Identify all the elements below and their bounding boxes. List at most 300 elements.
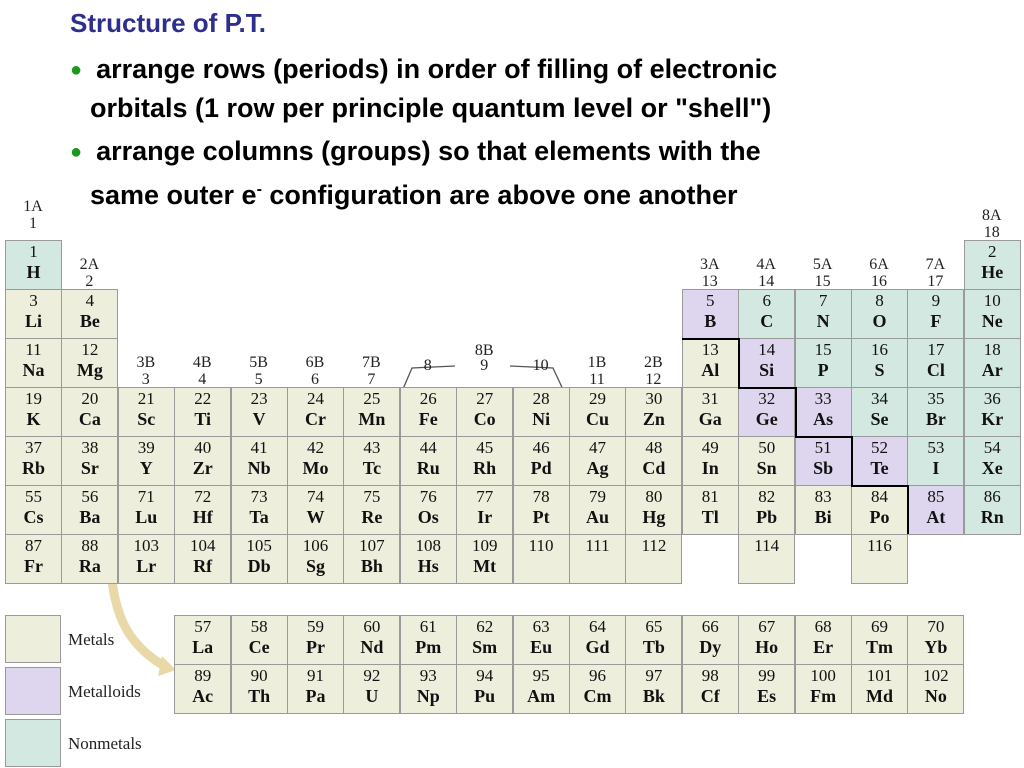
atomic-number: 107 [359, 536, 385, 555]
element-cell [61, 534, 118, 584]
element-cell [964, 387, 1021, 437]
element-cell [569, 387, 626, 437]
bullet-1-line1: arrange rows (periods) in order of filling of electronic [96, 54, 778, 84]
element-symbol: Cf [700, 686, 720, 706]
element-cell [738, 436, 795, 486]
atomic-number: 18 [983, 340, 1001, 359]
element-symbol: Li [24, 311, 42, 331]
element-symbol: Eu [530, 637, 553, 657]
atomic-number: 35 [927, 389, 945, 408]
element-symbol: Sc [137, 409, 156, 429]
element-cell [795, 338, 852, 388]
legend-label: Nonmetals [68, 734, 142, 753]
element-cell [682, 615, 739, 665]
element-cell [400, 615, 457, 665]
element-symbol: Bk [642, 686, 665, 706]
atomic-number: 16 [871, 340, 888, 359]
element-cell [795, 664, 852, 714]
atomic-number: 36 [983, 389, 1001, 408]
element-symbol: Rf [193, 556, 213, 576]
element-symbol: Pu [474, 686, 496, 706]
element-symbol: Sr [80, 458, 99, 478]
element-cell [682, 289, 739, 339]
element-symbol: Na [22, 360, 45, 380]
group-label-old: 2A [79, 256, 100, 273]
element-cell [682, 338, 739, 388]
element-cell [682, 436, 739, 486]
element-cell [625, 485, 682, 535]
atomic-number: 87 [25, 536, 42, 555]
atomic-number: 76 [419, 487, 437, 506]
element-cell [231, 615, 288, 665]
element-symbol: Ir [477, 507, 493, 527]
atomic-number: 60 [363, 617, 381, 636]
element-symbol: Zn [642, 409, 665, 429]
atomic-number: 59 [307, 617, 324, 636]
element-symbol: Hf [192, 507, 213, 527]
atomic-number: 41 [250, 438, 268, 457]
group-label [231, 354, 287, 388]
element-symbol: Pm [415, 637, 442, 657]
element-symbol: S [874, 360, 885, 380]
bullet-2-line2-b: configuration are above one another [261, 180, 738, 210]
atomic-number: 103 [133, 536, 160, 555]
element-cell [795, 289, 852, 339]
element-cell [61, 485, 118, 535]
atomic-number: 11 [25, 340, 42, 359]
element-symbol: Md [866, 686, 893, 706]
atomic-number: 90 [250, 666, 268, 685]
element-symbol: Dy [699, 637, 722, 657]
element-symbol: Ru [416, 458, 440, 478]
group-label-old: 3B [136, 354, 156, 371]
bullet-dot-icon: ● [70, 141, 83, 163]
element-cell [5, 338, 62, 388]
element-cell [851, 664, 908, 714]
atomic-number: 33 [814, 389, 832, 408]
element-symbol: Nd [360, 637, 384, 657]
atomic-number: 10 [983, 291, 1001, 310]
element-symbol: Ho [755, 637, 779, 657]
element-cell [682, 664, 739, 714]
element-cell [5, 534, 62, 584]
element-cell [343, 485, 400, 535]
element-symbol: Rh [473, 458, 497, 478]
element-cell [569, 485, 626, 535]
element-symbol: Ac [192, 686, 214, 706]
element-symbol: Ca [78, 409, 101, 429]
group-label-new: 9 [480, 357, 489, 374]
element-symbol: C [760, 311, 774, 331]
group-label-new: 4 [198, 371, 207, 388]
atomic-number: 78 [532, 487, 550, 506]
element-symbol: Zr [192, 458, 213, 478]
atomic-number: 71 [137, 487, 155, 506]
atomic-number: 65 [645, 617, 663, 636]
element-cell [61, 436, 118, 486]
element-symbol: Ga [698, 409, 722, 429]
group-label-old: 8A [982, 207, 1002, 224]
element-cell [795, 387, 852, 437]
element-symbol: Bi [814, 507, 832, 527]
element-cell [625, 436, 682, 486]
element-cell [513, 485, 570, 535]
metal-nonmetal-divider [682, 338, 738, 340]
group-label-old: 4B [192, 354, 212, 371]
element-symbol: Np [416, 686, 440, 706]
element-symbol: Gd [585, 637, 610, 657]
element-cell [738, 534, 795, 584]
group-label [400, 357, 456, 374]
atomic-number: 34 [871, 389, 888, 408]
element-symbol: He [981, 262, 1004, 282]
element-cell [738, 289, 795, 339]
element-cell [513, 664, 570, 714]
atomic-number: 116 [867, 536, 892, 555]
group-label-new: 1 [29, 215, 37, 232]
legend-label: Metals [68, 630, 115, 649]
element-cell [174, 615, 231, 665]
metal-nonmetal-divider [795, 436, 851, 438]
atomic-number: 97 [645, 666, 663, 685]
group-label-old: 4A [756, 256, 776, 273]
atomic-number: 111 [585, 536, 610, 555]
element-symbol: Tb [642, 637, 665, 657]
atomic-number: 43 [363, 438, 381, 457]
atomic-number: 53 [927, 438, 945, 457]
element-symbol: La [192, 637, 214, 657]
element-cell [456, 534, 513, 584]
element-cell [569, 534, 626, 584]
atomic-number: 37 [25, 438, 42, 457]
group-label-new: 11 [589, 371, 605, 388]
element-cell [61, 338, 118, 388]
atomic-number: 56 [81, 487, 99, 506]
element-cell [964, 485, 1021, 535]
element-symbol: W [306, 507, 325, 527]
element-symbol: Cs [23, 507, 44, 527]
atomic-number: 112 [641, 536, 667, 555]
atomic-number: 22 [194, 389, 212, 408]
element-cell [907, 289, 964, 339]
element-symbol: Tl [701, 507, 719, 527]
atomic-number: 49 [701, 438, 719, 457]
legend-swatch [5, 615, 61, 663]
metal-nonmetal-divider [851, 436, 853, 485]
element-cell [738, 615, 795, 665]
element-symbol: H [26, 262, 41, 282]
atomic-number: 106 [302, 536, 329, 555]
atomic-number: 86 [983, 487, 1001, 506]
element-cell [400, 485, 457, 535]
atomic-number: 26 [419, 389, 437, 408]
element-cell [118, 534, 175, 584]
element-symbol: F [930, 311, 942, 331]
group-label-old: 1B [587, 354, 607, 371]
atomic-number: 109 [471, 536, 498, 555]
element-symbol: Mo [302, 458, 329, 478]
atomic-number: 75 [363, 487, 381, 506]
element-symbol: Au [585, 507, 609, 527]
element-cell [343, 436, 400, 486]
group-label [343, 354, 399, 388]
atomic-number: 58 [250, 617, 268, 636]
atomic-number: 14 [758, 340, 776, 359]
atomic-number: 31 [701, 389, 719, 408]
atomic-number: 27 [476, 389, 494, 408]
element-cell [61, 387, 118, 437]
atomic-number: 64 [589, 617, 606, 636]
atomic-number: 19 [25, 389, 42, 408]
atomic-number: 95 [532, 666, 550, 685]
atomic-number: 29 [589, 389, 606, 408]
element-symbol: Er [813, 637, 834, 657]
element-cell [682, 387, 739, 437]
atomic-number: 61 [419, 617, 437, 636]
element-cell [231, 387, 288, 437]
element-cell [682, 485, 739, 535]
bullet-2-line1: arrange columns (groups) so that elements with the [96, 136, 761, 166]
bullet-dot-icon: ● [70, 59, 83, 81]
element-cell [400, 436, 457, 486]
atomic-number: 74 [307, 487, 324, 506]
slide-title: Structure of P.T. [70, 8, 267, 38]
element-cell [174, 485, 231, 535]
element-symbol: Yb [924, 637, 948, 657]
element-symbol: Cr [305, 409, 326, 429]
element-cell [851, 615, 908, 665]
element-cell [738, 485, 795, 535]
element-cell [851, 436, 908, 486]
element-cell [625, 615, 682, 665]
atomic-number: 7 [818, 291, 828, 310]
element-cell [964, 338, 1021, 388]
atomic-number: 50 [758, 438, 776, 457]
element-cell [400, 387, 457, 437]
element-cell [174, 436, 231, 486]
group-label-new: 3 [141, 371, 150, 388]
element-cell [5, 289, 62, 339]
element-symbol: Ag [586, 458, 609, 478]
atomic-number: 94 [476, 666, 494, 685]
atomic-number: 88 [81, 536, 99, 555]
element-cell [456, 485, 513, 535]
atomic-number: 55 [25, 487, 42, 506]
element-cell [231, 436, 288, 486]
element-cell [343, 615, 400, 665]
element-cell [456, 664, 513, 714]
element-symbol: Co [473, 409, 496, 429]
element-symbol: Ce [248, 637, 270, 657]
group-label-new: 2 [85, 273, 94, 290]
element-cell [400, 664, 457, 714]
atomic-number: 25 [363, 389, 381, 408]
atomic-number: 70 [927, 617, 945, 636]
atomic-number: 99 [758, 666, 776, 685]
atomic-number: 73 [250, 487, 268, 506]
element-symbol: Fr [24, 556, 43, 576]
element-symbol: Hs [417, 556, 439, 576]
element-cell [456, 387, 513, 437]
element-symbol: Tm [866, 637, 893, 657]
element-symbol: Ar [981, 360, 1003, 380]
element-symbol: U [365, 686, 379, 706]
element-symbol: Ne [981, 311, 1003, 331]
group-label [795, 256, 851, 290]
atomic-number: 104 [189, 536, 216, 555]
element-symbol: Sn [756, 458, 777, 478]
group-label [738, 256, 794, 290]
atomic-number: 12 [81, 340, 99, 359]
atomic-number: 46 [532, 438, 550, 457]
element-symbol: Cl [926, 360, 945, 380]
atomic-number: 81 [701, 487, 719, 506]
group-label-old: 7B [362, 354, 381, 371]
group-label-new: 14 [758, 273, 775, 290]
element-cell [851, 387, 908, 437]
element-cell [907, 436, 964, 486]
atomic-number: 110 [528, 536, 554, 555]
element-symbol: Tc [362, 458, 382, 478]
group-label-old: 5B [249, 354, 268, 371]
atomic-number: 1 [29, 242, 38, 261]
bullet-1-line2: orbitals (1 row per principle quantum level or "shell") [90, 93, 772, 123]
element-cell [287, 436, 344, 486]
atomic-number: 108 [415, 536, 442, 555]
element-symbol: Rb [21, 458, 45, 478]
atomic-number: 68 [814, 617, 832, 636]
element-symbol: Am [527, 686, 556, 706]
metal-nonmetal-divider [738, 338, 740, 387]
element-cell [569, 436, 626, 486]
atomic-number: 39 [137, 438, 155, 457]
atomic-number: 69 [871, 617, 888, 636]
element-cell [400, 534, 457, 584]
element-cell [231, 485, 288, 535]
atomic-number: 57 [194, 617, 212, 636]
element-symbol: B [704, 311, 717, 331]
element-symbol: Xe [981, 458, 1003, 478]
atomic-number: 30 [645, 389, 663, 408]
element-symbol: K [26, 409, 41, 429]
atomic-number: 42 [307, 438, 324, 457]
atomic-number: 51 [814, 438, 832, 457]
element-cell [118, 436, 175, 486]
group-label [456, 357, 512, 374]
element-cell [343, 664, 400, 714]
element-cell [513, 534, 570, 584]
element-cell [738, 387, 795, 437]
group-label [625, 354, 681, 388]
element-cell [287, 534, 344, 584]
group-label [174, 354, 230, 388]
group-label [907, 256, 963, 290]
atomic-number: 9 [931, 291, 941, 310]
atomic-number: 92 [363, 666, 381, 685]
atomic-number: 3 [29, 291, 38, 310]
atomic-number: 91 [307, 666, 324, 685]
atomic-number: 6 [762, 291, 771, 310]
group-label-old: 6A [869, 256, 889, 273]
element-symbol: Se [870, 409, 889, 429]
atomic-number: 52 [871, 438, 888, 457]
element-symbol: Mt [473, 556, 497, 576]
atomic-number: 13 [701, 340, 719, 359]
element-cell [343, 534, 400, 584]
element-cell [569, 615, 626, 665]
atomic-number: 102 [923, 666, 949, 685]
element-cell [907, 615, 964, 665]
element-symbol: Po [869, 507, 890, 527]
group-label [287, 354, 343, 388]
group-label [682, 256, 738, 290]
element-cell [964, 240, 1021, 290]
group-label [851, 256, 907, 290]
atomic-number: 83 [814, 487, 832, 506]
element-cell [174, 664, 231, 714]
element-symbol: Bh [360, 556, 383, 576]
atomic-number: 24 [307, 389, 324, 408]
atomic-number: 20 [81, 389, 99, 408]
element-symbol: Pr [306, 637, 325, 657]
element-symbol: Sm [472, 637, 498, 657]
element-cell [174, 387, 231, 437]
atomic-number: 40 [194, 438, 212, 457]
element-symbol: Ti [194, 409, 212, 429]
legend-swatch [5, 719, 61, 767]
element-symbol: Si [759, 360, 775, 380]
group-label-new: 13 [701, 273, 718, 290]
element-cell [287, 615, 344, 665]
element-cell [625, 534, 682, 584]
element-symbol: O [872, 311, 887, 331]
element-symbol: Pd [530, 458, 552, 478]
atomic-number: 89 [194, 666, 212, 685]
element-cell [513, 387, 570, 437]
legend-label: Metalloids [68, 682, 141, 701]
element-symbol: As [813, 409, 834, 429]
element-symbol: Fm [810, 686, 837, 706]
element-cell [513, 436, 570, 486]
element-cell [5, 485, 62, 535]
element-symbol: Es [757, 686, 777, 706]
metal-nonmetal-divider [795, 387, 797, 436]
atomic-number: 21 [137, 389, 155, 408]
element-symbol: Sg [305, 556, 325, 576]
element-cell [61, 289, 118, 339]
atomic-number: 85 [927, 487, 945, 506]
atomic-number: 32 [758, 389, 776, 408]
element-cell [625, 387, 682, 437]
element-cell [964, 436, 1021, 486]
element-symbol: Sb [813, 458, 834, 478]
atomic-number: 79 [589, 487, 606, 506]
atomic-number: 8 [875, 291, 884, 310]
element-symbol: Mg [76, 360, 103, 380]
element-cell [5, 436, 62, 486]
atomic-number: 67 [758, 617, 776, 636]
element-symbol: Pt [532, 507, 550, 527]
group-label-new: 5 [254, 371, 263, 388]
element-symbol: Te [870, 458, 889, 478]
element-cell [287, 664, 344, 714]
atomic-number: 98 [701, 666, 719, 685]
atomic-number: 54 [983, 438, 1001, 457]
element-cell [343, 387, 400, 437]
element-cell [907, 485, 964, 535]
group-label-new: 12 [645, 371, 662, 388]
element-symbol: I [932, 458, 940, 478]
